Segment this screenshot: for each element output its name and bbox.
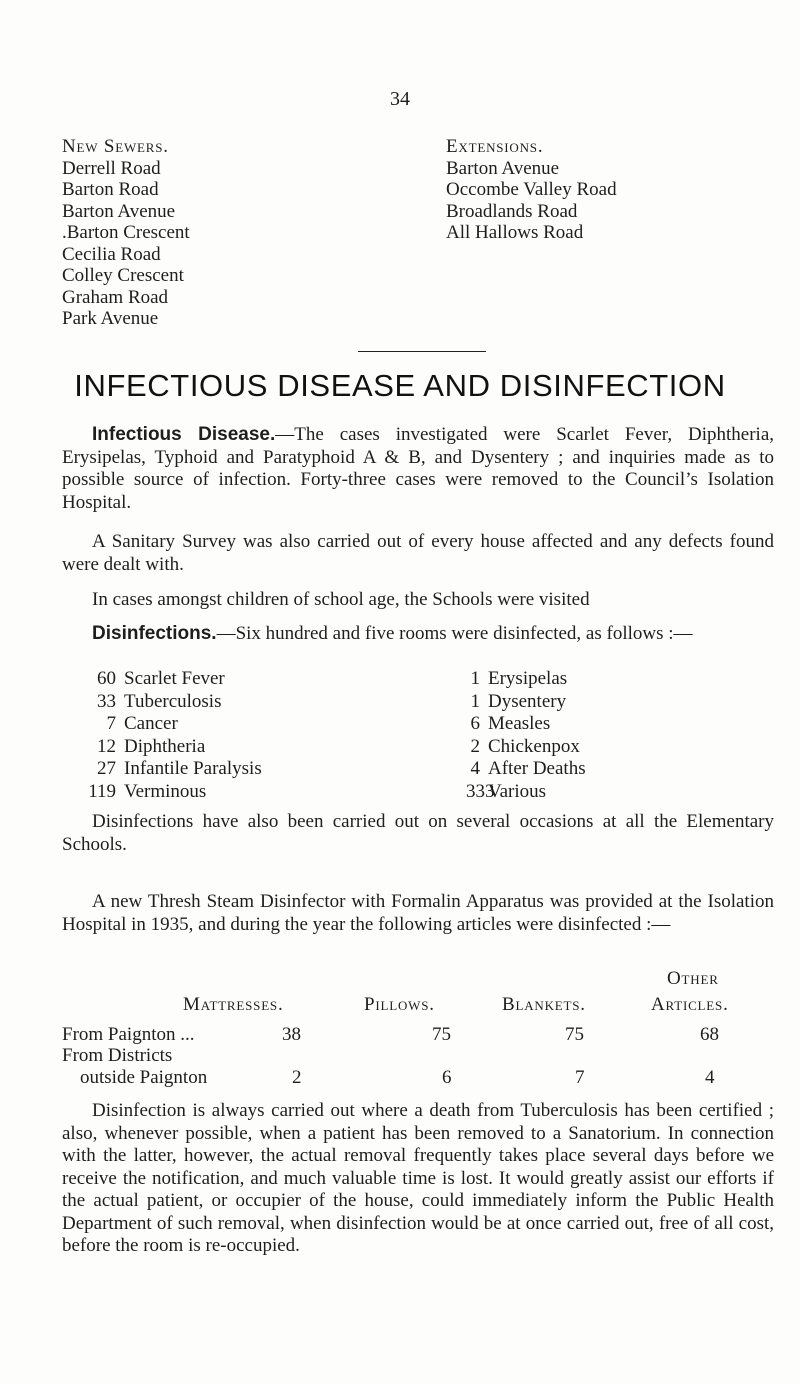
infectious-disease-paragraph	[62, 424, 774, 514]
label: Verminous	[124, 780, 207, 802]
list-item	[80, 713, 262, 736]
new-sewers-heading: New Sewers.	[62, 136, 169, 157]
count: 7	[106, 713, 116, 734]
label: Cancer	[124, 713, 178, 734]
list-item: Colley Crescent	[62, 265, 184, 286]
label: Scarlet Fever	[124, 668, 225, 689]
sanitary-survey-paragraph: A Sanitary Survey was also carried out of every house affected and any defects found were dealt with.	[62, 531, 774, 575]
count: 119	[88, 780, 116, 802]
list-item: Park Avenue	[62, 308, 159, 329]
disinfections-paragraph	[62, 623, 774, 646]
disinfections-lead: Disinfections.	[92, 623, 217, 644]
table-cell: 68	[700, 1024, 719, 1045]
list-item: Barton Avenue	[446, 157, 560, 179]
thresh-disinfector-paragraph: A new Thresh Steam Disinfector with Formalin Apparatus was provided at the Isolation Hospital in 1935, and during the year the following articles were disinfected :—	[62, 891, 774, 935]
table-cell: 7	[575, 1067, 585, 1088]
label: After Deaths	[488, 758, 586, 779]
table-header-other: Other	[667, 968, 719, 989]
count: 6	[470, 713, 480, 734]
infectious-disease-text: —The cases investigated were Scarlet Fever, Diphtheria, Erysipelas, Typhoid and Paratyphoid A & B, and Dysentery ; and inquiries made as to possible source of infection. Forty-three cases were removed to the Council’s Isolation Hospital.	[62, 424, 775, 513]
extensions-heading: Extensions.	[446, 136, 544, 157]
list-item: .Barton Crescent	[62, 222, 190, 243]
list-item: Derrell Road	[62, 157, 161, 179]
count: 33	[97, 690, 116, 712]
list-item: Broadlands Road	[446, 200, 578, 222]
table-header-blankets: Blankets.	[502, 994, 586, 1015]
page-number: 34	[390, 88, 410, 110]
count: 1	[470, 690, 480, 712]
table-cell: 75	[565, 1024, 584, 1045]
list-item	[466, 691, 586, 714]
list-item	[80, 781, 262, 804]
count: 1	[470, 668, 480, 689]
disinfections-text: —Six hundred and five rooms were disinfected, as follows :—	[216, 623, 693, 644]
count: 12	[97, 735, 116, 757]
count: 333	[466, 780, 495, 802]
section-divider	[358, 351, 486, 352]
extensions-list	[446, 136, 617, 244]
list-item	[80, 668, 262, 691]
table-cell: 38	[282, 1024, 301, 1045]
table-row-label-paignton: From Paignton ...	[62, 1024, 195, 1045]
table-header-mattresses: Mattresses.	[183, 994, 284, 1015]
list-item: Graham Road	[62, 286, 169, 308]
label: Chickenpox	[488, 735, 580, 757]
list-item: Barton Avenue	[62, 200, 176, 222]
list-item	[466, 668, 586, 691]
table-header-articles: Articles.	[651, 994, 729, 1015]
closing-paragraph: Disinfection is always carried out where a death from Tuberculosis has been certified ; also, whenever possible, when a patient has been removed to a Sanatorium. In connection with the latter, however, the actual removal frequently takes place several days before we receive the notification, and much valuable time is lost. It would greatly assist our efforts if the actual patient, or occupier of the house, could immediately inform the Public Health Department of such removal, when disinfection would be at once carried out, free of all cost, before the room is re-occupied.	[62, 1100, 774, 1256]
table-row-label-outside: outside Paignton	[80, 1067, 208, 1088]
table-cell: 2	[292, 1067, 302, 1088]
list-item	[466, 781, 586, 804]
label: Dysentery	[488, 690, 567, 712]
disinfection-list-left	[80, 668, 262, 803]
schools-paragraph: In cases amongst children of school age, the Schools were visited	[92, 589, 590, 610]
label: Infantile Paralysis	[124, 758, 262, 779]
list-item	[80, 736, 262, 759]
table-cell: 4	[705, 1067, 715, 1088]
list-item: Occombe Valley Road	[446, 179, 617, 200]
count: 4	[470, 758, 480, 779]
infectious-disease-lead: Infectious Disease.	[92, 424, 276, 445]
list-item: Barton Road	[62, 179, 159, 200]
list-item	[466, 736, 586, 759]
list-item: Cecilia Road	[62, 243, 161, 265]
table-row-label-districts: From Districts	[62, 1045, 173, 1066]
new-sewers-list	[62, 136, 190, 330]
elementary-schools-paragraph: Disinfections have also been carried out on several occasions at all the Elementary Schools.	[62, 811, 774, 855]
list-item	[80, 691, 262, 714]
disinfection-list-right	[466, 668, 586, 803]
label: Diphtheria	[124, 735, 206, 757]
count: 2	[470, 735, 480, 757]
table-cell: 75	[432, 1024, 451, 1045]
list-item	[80, 758, 262, 781]
label: Tuberculosis	[124, 690, 222, 712]
section-title: INFECTIOUS DISEASE AND DISINFECTION	[74, 368, 726, 403]
count: 60	[97, 668, 116, 689]
table-header-pillows: Pillows.	[364, 994, 435, 1015]
table-cell: 6	[442, 1067, 452, 1088]
label: Measles	[488, 713, 551, 734]
label: Erysipelas	[488, 668, 568, 689]
label: Various	[488, 780, 547, 802]
list-item	[466, 713, 586, 736]
list-item: All Hallows Road	[446, 222, 584, 243]
list-item	[466, 758, 586, 781]
count: 27	[97, 758, 116, 779]
